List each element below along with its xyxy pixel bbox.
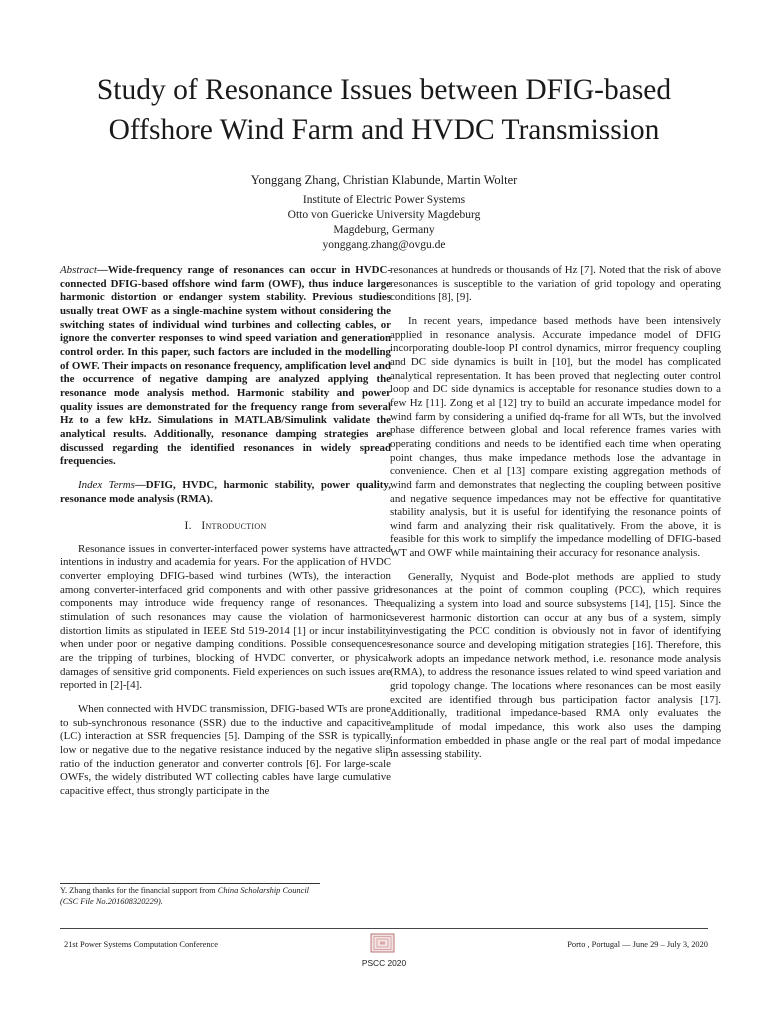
footer-conference: 21st Power Systems Computation Conference [64,940,218,949]
abstract-label: Abstract [60,264,97,276]
section-number: I. [184,520,192,533]
body-paragraph: Generally, Nyquist and Bode-plot methods are applied to study resonances at the point of common coupling (PCC), which requires equalizing a system into load and source subsystems [14], [15]. Since the severest harmonic distortion can occur at any bus of a system, simply investigating the PCC condition is obviously not in favor of identifying resonance source and developing mitigation strategies [16]. Therefore, this work adopts an impedance network method, i.e. resonance mode analysis (RMA), to address the resonance issues related to wind speed variation and grid topology change. The locations where resonances can be most easily excited are identified through bus participation factor analysis [17]. Additionally, traditional impedance-based RMA only evaluates the amplitude of modal impedance, this work also uses the damping information embedded in phase angle or the real part of modal impedance in assessing stability. [390,570,721,761]
footnote-grant: (CSC File No.201608320229). [60,897,163,906]
footer-location-date: Porto , Portugal — June 29 – July 3, 2020 [567,940,708,949]
footnote-divider [60,883,320,884]
section-heading-introduction [60,520,391,534]
intro-paragraph: When connected with HVDC transmission, DFIG-based WTs are prone to sub-synchronous resonance (SSR) due to the inductive and capacitive (LC) interaction at SSR frequencies [5]. Damping of the SSR is typically low or negative due to the negative resistance induced by the negative slip ratio of the induction generator and converter controls [6]. For large-scale OWFs, the widely distributed WT collecting cables have large cumulative capacitive effect, thus strongly participate in the [60,703,391,797]
abstract [60,264,391,469]
affiliation-university: Otto von Guericke University Magdeburg [287,209,481,221]
footer-divider [60,928,708,929]
left-column [60,264,391,799]
title-line: Offshore Wind Farm and HVDC Transmission [108,114,660,146]
intro-paragraph: Resonance issues in converter-interfaced power systems have attracted intentions in industry and academia for years. For the application of HVDC converter employing DFIG-based wind turbines (WTs), the interaction among converter-interfaced grid components and with other passive grid components may introduce wide frequency range of resonances. The stimulation of such resonances may cause the violation of harmonic distortion limits as stipulated in IEEE Std 519-2014 [1] or incur instability when under poor or negative damping conditions. Possible consequences are the tripping of turbines, blocking of HVDC converter, or physical damages of sensitive grid components. Field experiences on such issues are reported in [2]-[4]. [60,542,391,692]
footnote [60,885,390,907]
body-paragraph: In recent years, impedance based methods have been intensively applied in resonance analysis. Accurate impedance model of DFIG incorporating double-loop PI control dynamics, mirror frequency coupling and DC side dynamics is built in [10], but the model has complicated analytical representation. It has been proved that neglecting outer control loop and DC side dynamics is acceptable for resonance studies down to a few Hz [11]. Zong et al [12] try to build an accurate impedance model for wind farm by considering a unified dq-frame for all WTs, but the involved phase difference between global and local reference frames varies with operating conditions and needs to be identified each time when operating point changes, thus make impedance methods lose the advantage in convenience. Chen et al [13] compare existing aggregation methods of wind farm and demonstrates that neglecting the coupling between positive and negative sequence impedances may not be effective for quantitative stability analysis, but it is useful for identifying the resonance points of wind farm and analyzing their risk qualitatively. From the above, it is feasible for this work to simplify the impedance modelling of DFIG-based WT and OWF while maintaining their accuracy for resonance analysis. [390,314,721,560]
footnote-funder: China Scholarship Council [217,886,309,895]
pscc-logo-icon [370,933,395,953]
paper-title [60,70,708,150]
body-paragraph-continued: resonances at hundreds or thousands of Hz [7]. Noted that the risk of above resonances is susceptible to the variation of grid topology and operating conditions [8], [9]. [390,264,721,304]
affiliation [60,193,708,253]
index-terms-text: —DFIG, HVDC, harmonic stability, power quality, resonance mode analysis (RMA). [60,478,391,505]
abstract-text: —Wide-frequency range of resonances can occur in HVDC-connected DFIG-based offshore wind farm (OWF), thus induce large harmonic distortion or endanger system stability. Previous studies usually treat OWF as a single-machine system without considering the switching states of individual wind turbines and collecting cables, or ignore the converter responses to wind speed variation and generation control order. In this paper, such factors are included in the modelling of OWF. Their impacts on resonance frequency, amplification level and the occurrence of negative damping are analyzed applying the resonance mode analysis method. Harmonic stability and power quality issues are demonstrated for the frequency range from several Hz to a few kHz. Simulations in MATLAB/Simulink validate the analytical results. Additionally, resonance damping strategies are discussed regarding the identified resonances in widely spread frequencies. [60,264,391,468]
affiliation-email: yonggang.zhang@ovgu.de [322,239,446,251]
index-terms [60,479,391,506]
footer-pscc-label: PSCC 2020 [361,958,407,968]
index-terms-label: Index Terms [78,478,135,491]
affiliation-institute: Institute of Electric Power Systems [302,194,466,206]
affiliation-city: Magdeburg, Germany [333,224,435,236]
section-title: Introduction [201,520,267,533]
authors: Yonggang Zhang, Christian Klabunde, Martin Wolter [250,173,518,187]
title-line: Study of Resonance Issues between DFIG-based [96,74,672,106]
right-column [390,264,721,762]
footnote-prefix: Y. Zhang thanks for the financial support from [60,886,218,895]
